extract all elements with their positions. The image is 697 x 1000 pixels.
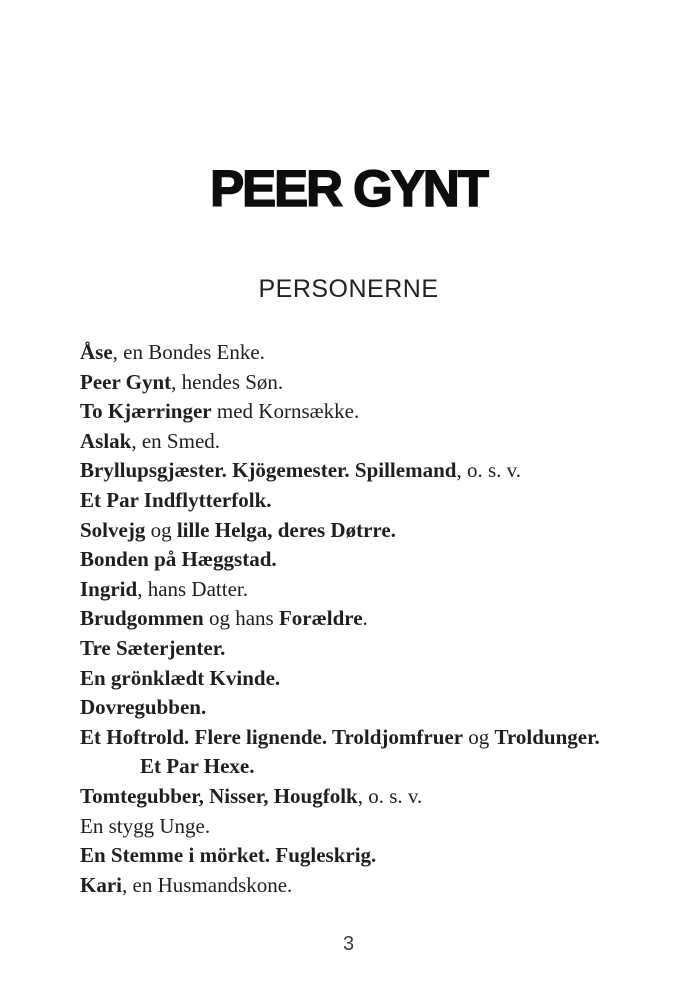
character-name: En grönklædt Kvinde. [80,665,281,690]
character-name: Tre Sæterjenter. [80,635,226,660]
character-name: Troldunger. [494,724,600,749]
character-description: , o. s. v. [456,458,522,483]
character-name: Åse [80,340,113,364]
character-name: Tomtegubber, Nisser, Hougfolk [80,783,358,808]
character-description: , en Bondes Enke. [112,340,265,364]
character-description: , hendes Søn. [171,369,284,394]
character-description: , hans Datter. [137,576,248,601]
cast-line [80,871,677,901]
character-name: Forældre [278,606,363,631]
cast-line [80,368,677,398]
cast-line [80,516,677,546]
cast-line [80,841,677,871]
cast-line [80,427,677,457]
character-name: Et Hoftrold. Flere lignende. Troldjomfruer [80,724,464,749]
character-name: To Kjærringer [80,399,212,424]
character-description: og hans [203,606,279,631]
character-name: Solvejg [80,517,146,542]
cast-line [80,812,677,842]
cast-line [80,338,677,368]
cast-line [80,693,677,723]
character-name: Dovregubben. [80,695,207,720]
character-description: En stygg Unge. [80,813,211,838]
page-number: 3 [342,933,355,955]
character-description: , o. s. v. [357,783,423,808]
character-name: Et Par Indflytterfolk. [80,487,272,512]
character-description: og [463,724,495,749]
cast-line [80,782,677,812]
cast-line [80,486,677,516]
character-name: Brudgommen [80,606,204,631]
character-name: Kari [80,872,122,897]
character-description: . [362,606,368,631]
cast-line [80,397,677,427]
character-name: En Stemme i mörket. Fugleskrig. [80,843,377,868]
character-description: , en Smed. [131,428,221,453]
character-description: og [145,517,177,542]
cast-line [80,456,677,486]
cast-list [80,338,677,900]
cast-line [80,575,677,605]
cast-line [80,664,677,694]
cast-line [80,752,677,782]
cast-line [80,545,677,575]
character-description: med Kornsække. [211,399,360,424]
cast-line [80,723,677,753]
character-name: Ingrid [80,576,138,601]
page-title: PEER GYNT [210,160,487,217]
character-name: Bryllupsgjæster. Kjögemester. Spillemand [80,458,457,483]
character-name: Bonden på Hæggstad. [80,547,277,572]
character-name: lille Helga, deres Døtrre. [176,517,396,542]
character-description: , en Husmandskone. [122,872,293,897]
cast-line [80,604,677,634]
character-name: Peer Gynt [80,369,172,394]
section-heading: PERSONERNE [258,275,439,303]
character-name: Et Par Hexe. [140,754,255,779]
cast-line [80,634,677,664]
character-name: Aslak [80,428,132,453]
